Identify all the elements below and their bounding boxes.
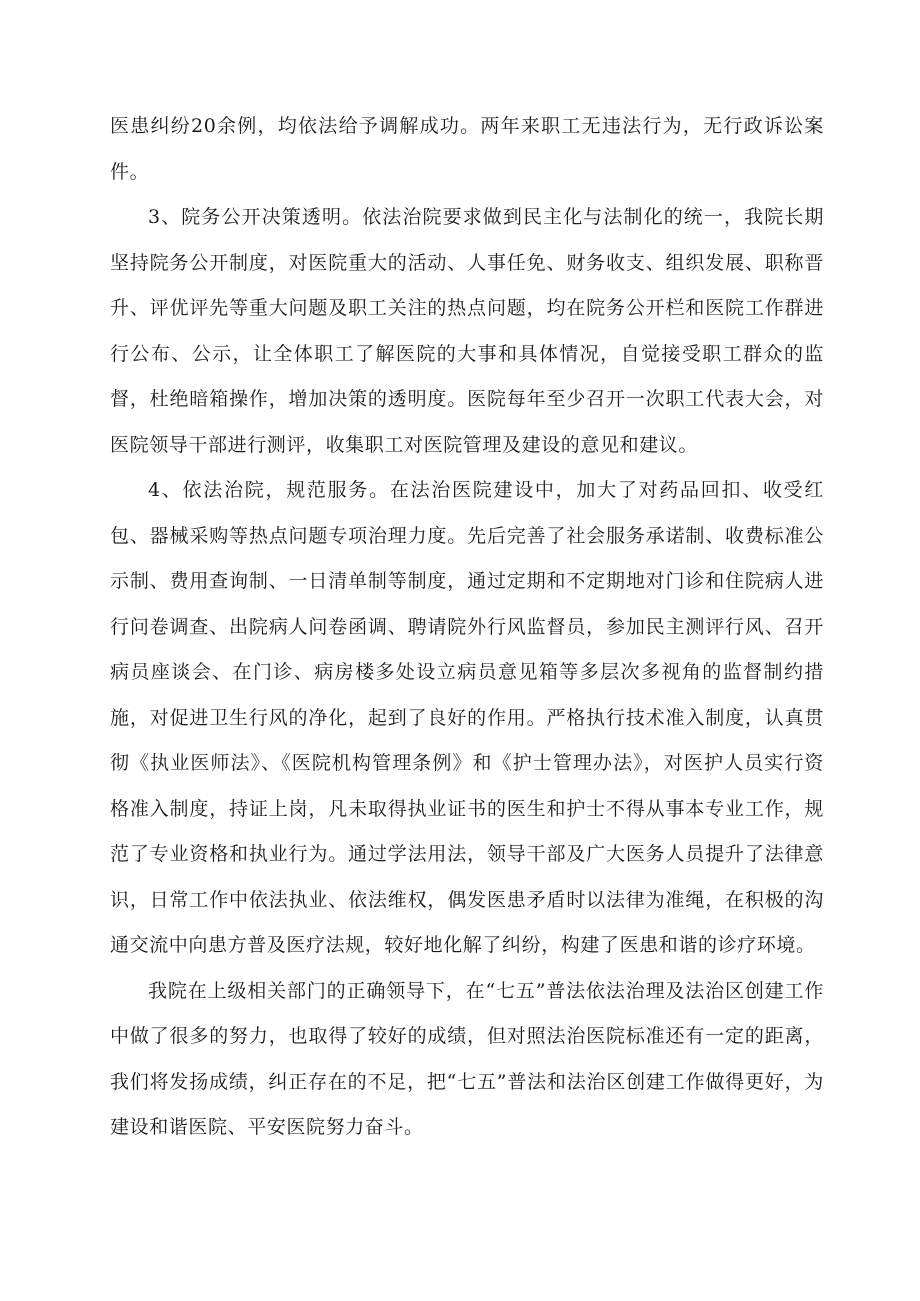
document-body: [110, 104, 824, 1151]
paragraph-2: 3、院务公开决策透明。依法治院要求做到民主化与法制化的统一，我院长期坚持院务公开制度，对医院重大的活动、人事任免、财务收支、组织发展、职称晋升、评优评先等重大问题及职工关注的热点问题，均在院务公开栏和医院工作群进行公布、公示，让全体职工了解医院的大事和具体情况，自觉接受职工群众的监督，杜绝暗箱操作，增加决策的透明度。医院每年至少召开一次职工代表大会，对医院领导干部进行测评，收集职工对医院管理及建设的意见和建议。: [110, 206, 824, 456]
paragraph-3: 4、依法治院，规范服务。在法治医院建设中，加大了对药品回扣、收受红包、器械采购等热点问题专项治理力度。先后完善了社会服务承诺制、收费标准公示制、费用查询制、一日清单制等制度，通过定期和不定期地对门诊和住院病人进行问卷调查、出院病人问卷函调、聘请院外行风监督员，参加民主测评行风、召开病员座谈会、在门诊、病房楼多处设立病员意见箱等多层次多视角的监督制约措施，对促进卫生行风的净化，起到了良好的作用。严格执行技术准入制度，认真贯彻《执业医师法》、《医院机构管理条例》和《护士管理办法》，对医护人员实行资格准入制度，持证上岗，凡未取得执业证书的医生和护士不得从事本专业工作，规范了专业资格和执业行为。通过学法用法，领导干部及广大医务人员提升了法律意识，日常工作中依法执业、依法维权，偶发医患矛盾时以法律为准绳，在积极的沟通交流中向患方普及医疗法规，较好地化解了纠纷，构建了医患和谐的诊疗环境。: [110, 479, 824, 956]
paragraph-4: 我院在上级相关部门的正确领导下，在“七五”普法依法治理及法治区创建工作中做了很多的努力，也取得了较好的成绩，但对照法治医院标准还有一定的距离，我们将发扬成绩，纠正存在的不足，把“七五”普法和法治区创建工作做得更好，为建设和谐医院、平安医院努力奋斗。: [110, 979, 824, 1138]
paragraph-1: 医患纠纷20余例，均依法给予调解成功。两年来职工无违法行为，无行政诉讼案件。: [110, 115, 824, 183]
